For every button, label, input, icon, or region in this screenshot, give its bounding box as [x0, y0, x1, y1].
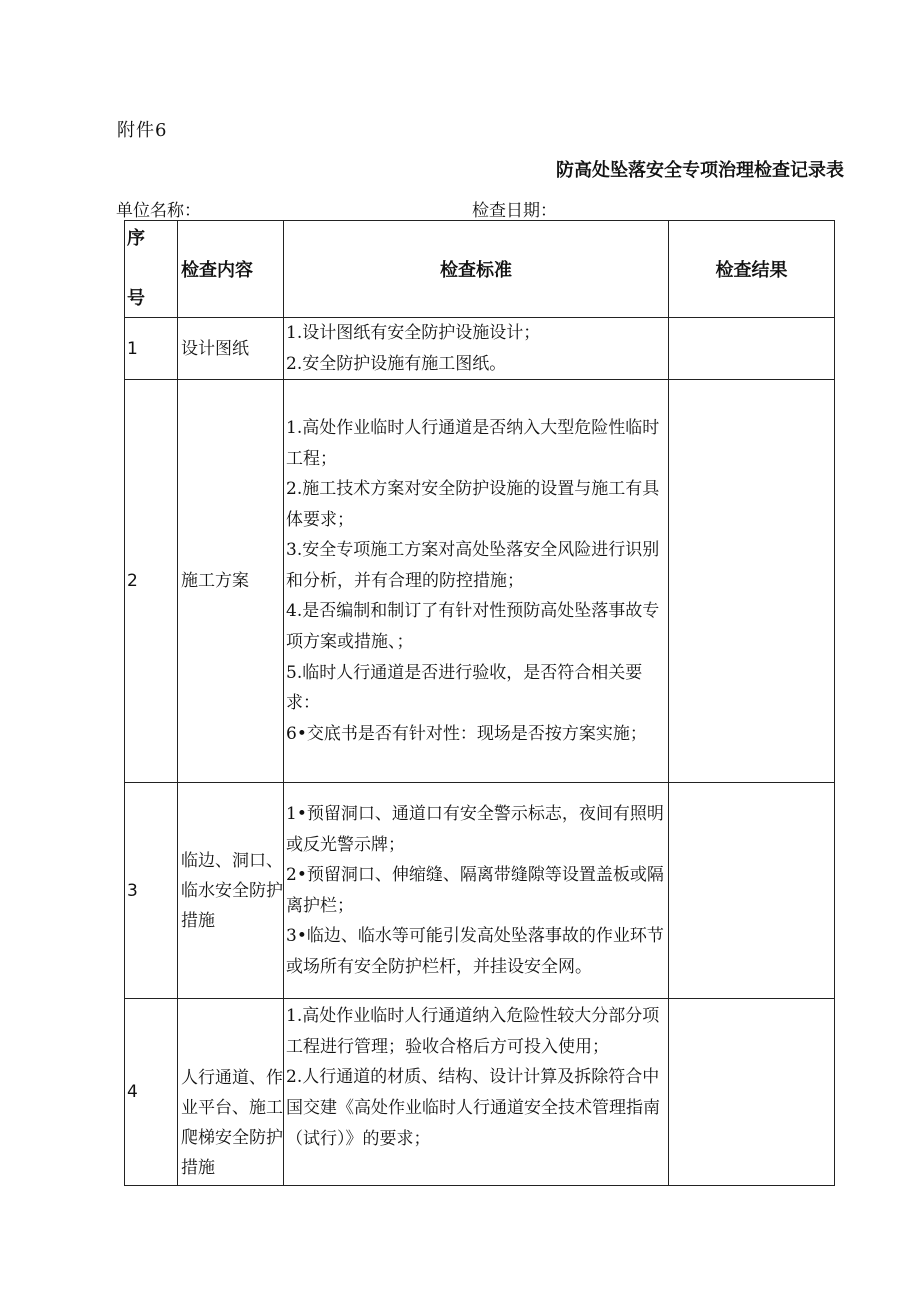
standard-line: 2.人行通道的材质、结构、设计计算及拆除符合中国交建《高处作业临时人行通道安全技术管理指南（试行）》的要求；	[286, 1067, 660, 1149]
standard-line: 5.临时人行通道是否进行验收，是否符合相关要求：	[286, 662, 643, 714]
row-number: 1	[125, 318, 178, 380]
table-row	[125, 999, 835, 1186]
inspection-standard	[284, 999, 669, 1186]
standard-line: 3•临边、临水等可能引发高处坠落事故的作业环节或场所有安全防护栏杆，并挂设安全网。	[286, 926, 664, 977]
standard-line: 2.施工技术方案对安全防护设施的设置与施工有具体要求；	[286, 479, 660, 530]
standard-line: 6•交底书是否有针对性：现场是否按方案实施；	[286, 723, 647, 744]
standard-line: 4.是否编制和制订了有针对性预防高处坠落事故专项方案或措施、；	[286, 601, 660, 653]
standard-line: 1.设计图纸有安全防护设施设计；	[286, 323, 541, 343]
inspection-result-cell[interactable]	[669, 318, 835, 380]
row-number: 3	[125, 783, 178, 999]
inspection-result-cell[interactable]	[669, 783, 835, 999]
serial-header-line2: 号	[127, 288, 145, 309]
attachment-number: 附件6	[117, 120, 168, 141]
inspection-item: 设计图纸	[178, 318, 284, 380]
row-number: 2	[125, 380, 178, 783]
document-title: 防高处坠落安全专项治理检查记录表	[556, 160, 844, 181]
table-row	[125, 318, 835, 380]
standard-line: 1.高处作业临时人行通道纳入危险性较大分部分项工程进行管理；验收合格后方可投入使用；	[286, 1006, 660, 1057]
column-header-serial-number	[125, 221, 178, 318]
standard-line: 2.安全防护设施有施工图纸。	[286, 353, 507, 374]
inspection-date-label: 检查日期：	[472, 201, 557, 221]
table-row	[125, 783, 835, 999]
inspection-item: 临边、洞口、临水安全防护措施	[178, 783, 284, 999]
table-header-row	[125, 221, 835, 318]
inspection-result-cell[interactable]	[669, 999, 835, 1186]
inspection-standard	[284, 318, 669, 380]
standard-line: 1•预留洞口、通道口有安全警示标志，夜间有照明或反光警示牌；	[286, 803, 664, 855]
inspection-result-cell[interactable]	[669, 380, 835, 783]
column-header-inspection-standard: 检查标准	[284, 221, 669, 318]
inspection-item: 施工方案	[178, 380, 284, 783]
serial-header-line1: 序	[127, 228, 145, 249]
standard-line: 1.高处作业临时人行通道是否纳入大型危险性临时工程；	[286, 417, 660, 469]
column-header-inspection-result: 检查结果	[669, 221, 835, 318]
unit-name-label: 单位名称：	[116, 201, 201, 221]
inspection-item: 人行通道、作业平台、施工爬梯安全防护措施	[178, 999, 284, 1186]
inspection-standard	[284, 380, 669, 783]
table-row	[125, 380, 835, 783]
row-number: 4	[125, 999, 178, 1186]
standard-line: 2•预留洞口、伸缩缝、隔离带缝隙等设置盖板或隔离护栏；	[286, 865, 664, 916]
standard-line: 3.安全专项施工方案对高处坠落安全风险进行识别和分析，并有合理的防控措施；	[286, 540, 660, 591]
column-header-inspection-item: 检查内容	[178, 221, 284, 318]
inspection-standard	[284, 783, 669, 999]
inspection-record-table	[124, 220, 835, 1186]
